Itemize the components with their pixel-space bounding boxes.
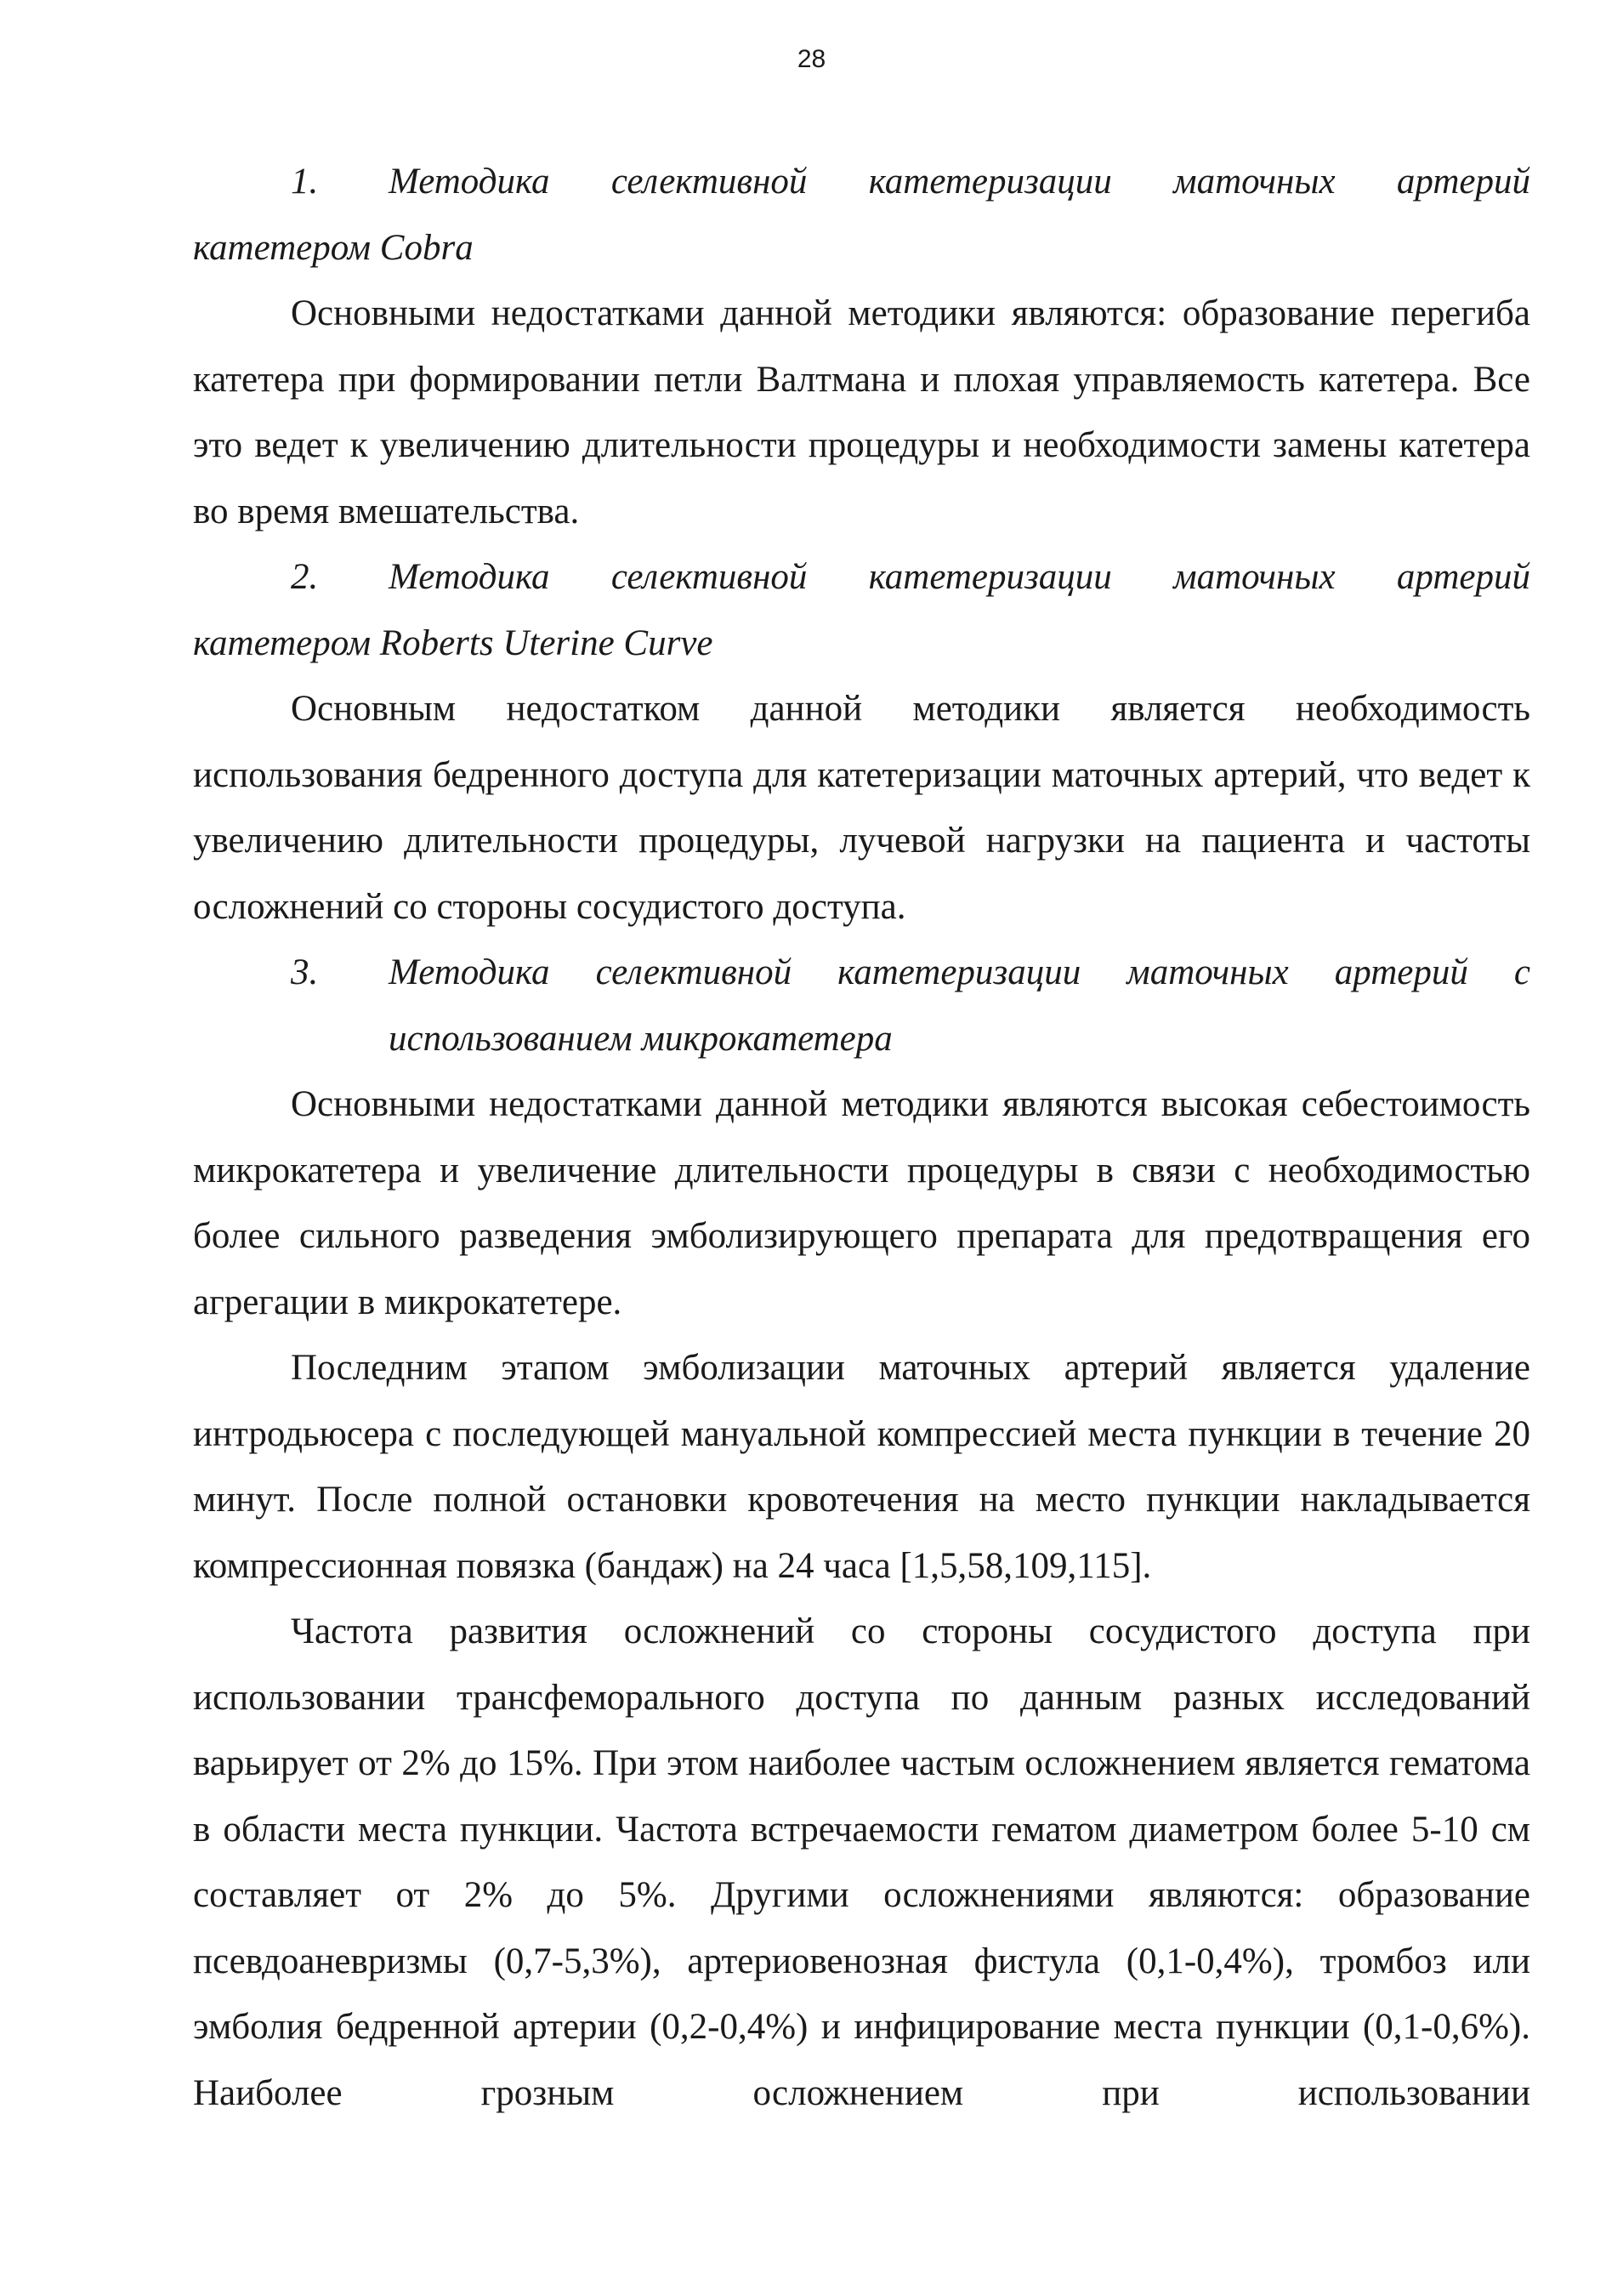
section-body-1: Основными недостатками данной методики являются: образование перегиба катетера при формировании петли Валтмана и плохая управляемость катетера. Все это ведет к увеличению длительности процедуры и необходимости замены катетера во время вмешательства. (193, 293, 1530, 531)
paragraph-completion: Последним этапом эмболизации маточных артерий является удаление интродьюсера с последующей мануальной компрессией места пункции в течение 20 минут. После полной остановки кровотечения на место пункции накладывается компрессионная повязка (бандаж) на 24 часа [1,5,58,109,115]. (193, 1348, 1530, 1586)
paragraph-complications: Частота развития осложнений со стороны сосудистого доступа при использовании трансфеморального доступа по данным разных исследований варьирует от 2% до 15%. При этом наиболее частым осложнением является гематома в области места пункции. Частота встречаемости гематом диаметром более 5-10 см составляет от 2% до 5%. Другими осложнениями являются: образование псевдоаневризмы (0,7-5,3%), артериовенозная фистула (0,1-0,4%), тромбоз или эмболия бедренной артерии (0,2-0,4%) и инфицирование места пункции (0,1-0,6%). Наиболее грозным осложнением при использовании (193, 1611, 1530, 2113)
section-body-2: Основным недостатком данной методики является необходимость использования бедренного доступа для катетеризации маточных артерий, что ведет к увеличению длительности процедуры, лучевой нагрузки на пациента и частоты осложнений со стороны сосудистого доступа. (193, 689, 1530, 927)
section-heading-2-line1: Методика селективной катетеризации маточных артерий (389, 557, 1530, 597)
section-heading-3-continued: использованием микрокатетера (389, 1018, 893, 1059)
section-heading-1 (193, 149, 1530, 215)
section-heading-1-line1: Методика селективной катетеризации маточных артерий (389, 162, 1530, 202)
section-body-3: Основными недостатками данной методики являются высокая себестоимость микрокатетера и увеличение длительности процедуры в связи с необходимостью более сильного разведения эмболизирующего препарата для предотвращения его агрегации в микрокатетере. (193, 1084, 1530, 1322)
page-content (193, 149, 1530, 2126)
section-heading-1-continued: катетером Cobra (193, 227, 474, 268)
section-heading-2 (193, 544, 1530, 611)
section-heading-3-line1: Методика селективной катетеризации маточных артерий с (389, 952, 1530, 992)
page-number: 28 (797, 45, 826, 73)
section-number-1: 1. (291, 162, 319, 202)
section-number-3: 3. (291, 952, 319, 992)
section-heading-3 (193, 940, 1530, 1006)
section-number-2: 2. (291, 557, 319, 597)
section-heading-2-continued: катетером Roberts Uterine Curve (193, 622, 713, 663)
